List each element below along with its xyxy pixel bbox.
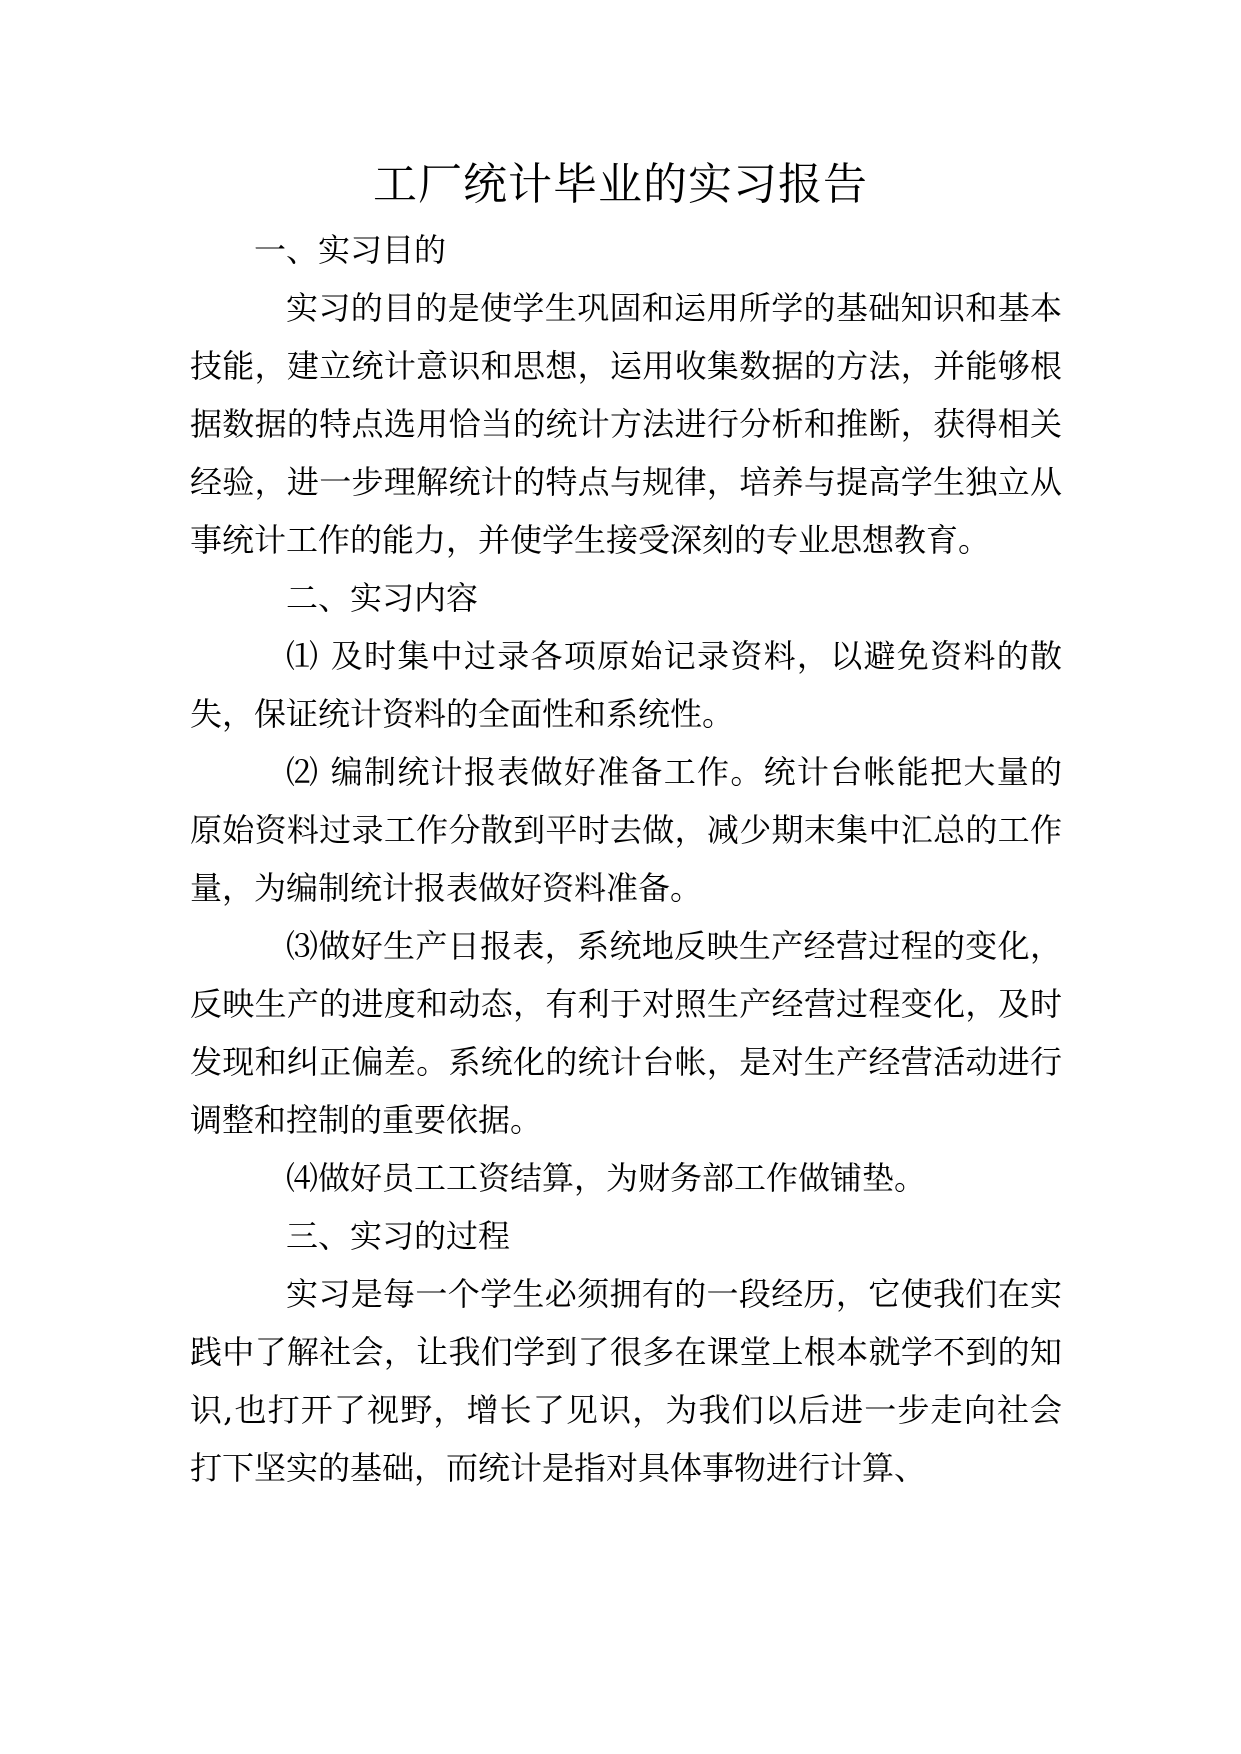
document-body bbox=[190, 221, 1062, 1497]
list-item-2: ⑵ 编制统计报表做好准备工作。统计台帐能把大量的原始资料过录工作分散到平时去做，减少期末集中汇总的工作量，为编制统计报表做好资料准备。 bbox=[190, 753, 1062, 907]
list-item-3: ⑶做好生产日报表，系统地反映生产经营过程的变化，反映生产的进度和动态，有利于对照生产经营过程变化，及时发现和纠正偏差。系统化的统计台帐，是对生产经营活动进行调整和控制的重要依据。 bbox=[190, 927, 1062, 1139]
list-item-4: ⑷做好员工工资结算，为财务部工作做铺垫。 bbox=[286, 1159, 927, 1197]
document-title: 工厂统计毕业的实习报告 bbox=[373, 159, 868, 210]
list-item-1: ⑴ 及时集中过录各项原始记录资料，以避免资料的散失，保证统计资料的全面性和系统性。 bbox=[190, 637, 1062, 733]
section-heading-content: 二、实习内容 bbox=[286, 579, 479, 617]
section-heading-process: 三、实习的过程 bbox=[286, 1217, 511, 1255]
paragraph-process: 实习是每一个学生必须拥有的一段经历，它使我们在实践中了解社会，让我们学到了很多在课堂上根本就学不到的知识,也打开了视野，增长了见识，为我们以后进一步走向社会打下坚实的基础，而统计是指对具体事物进行计算、 bbox=[190, 1275, 1062, 1487]
section-heading-purpose: 一、实习目的 bbox=[254, 231, 447, 269]
paragraph-purpose: 实习的目的是使学生巩固和运用所学的基础知识和基本技能，建立统计意识和思想，运用收集数据的方法，并能够根据数据的特点选用恰当的统计方法进行分析和推断，获得相关经验，进一步理解统计的特点与规律，培养与提高学生独立从事统计工作的能力，并使学生接受深刻的专业思想教育。 bbox=[190, 289, 1062, 559]
